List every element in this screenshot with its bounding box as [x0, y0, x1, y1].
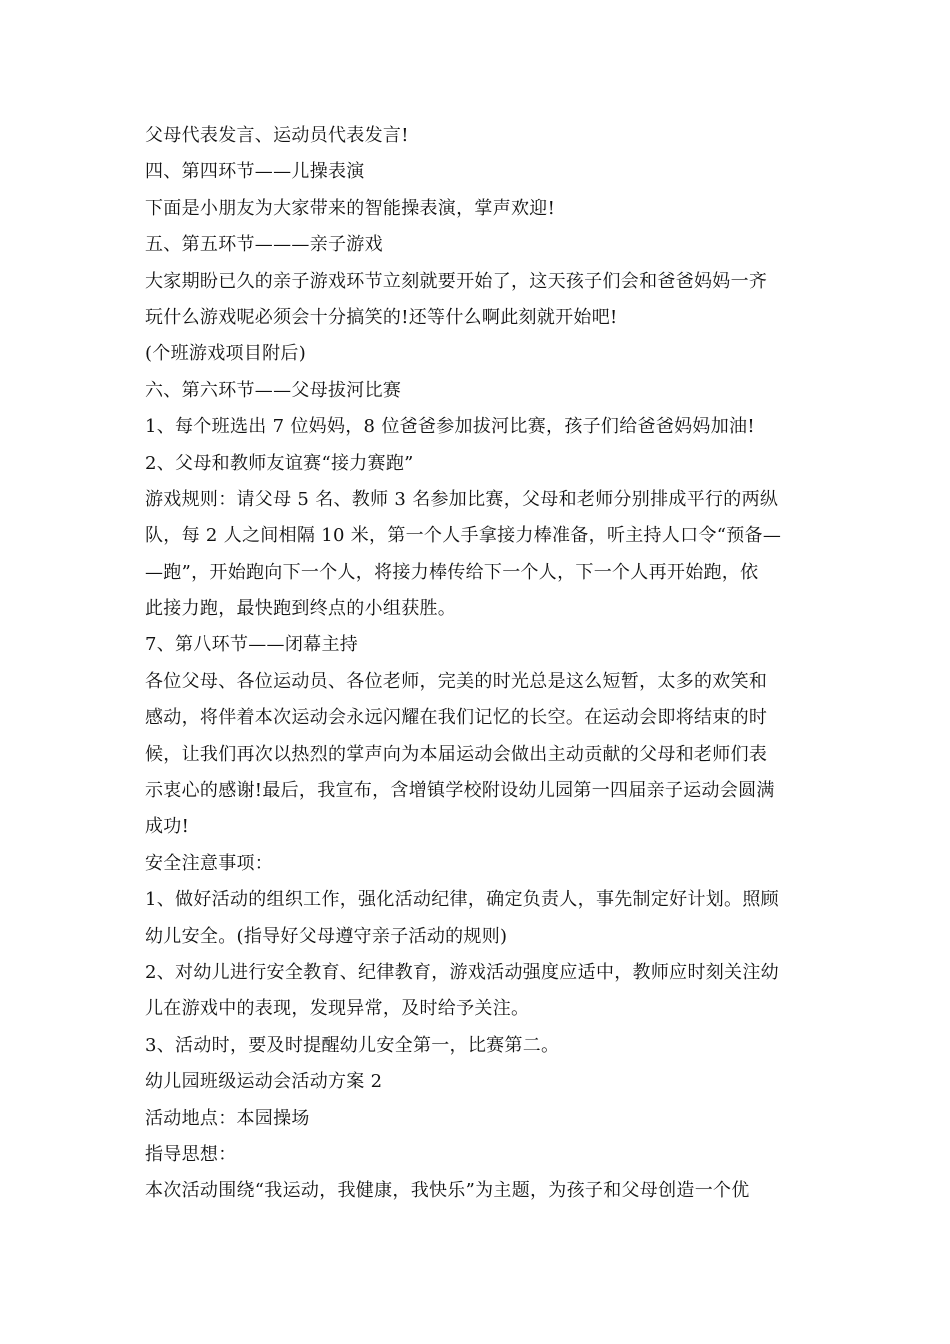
text-line: 2、对幼儿进行安全教育、纪律教育，游戏活动强度应适中，教师应时刻关注幼: [145, 961, 779, 983]
text-line: 队，每 2 人之间相隔 10 米，第一个人手拿接力棒准备，听主持人口令“预备—: [145, 525, 782, 547]
text-line: 本次活动围绕“我运动，我健康，我快乐”为主题，为孩子和父母创造一个优: [145, 1180, 750, 1202]
text-line: 3、活动时，要及时提醒幼儿安全第一，比赛第二。: [145, 1034, 560, 1056]
text-line: —跑”，开始跑向下一个人，将接力棒传给下一个人，下一个人再开始跑，依: [145, 561, 759, 583]
document-body: [145, 118, 810, 1210]
text-line: 大家期盼已久的亲子游戏环节立刻就要开始了，这天孩子们会和爸爸妈妈一齐: [145, 270, 768, 292]
section-heading: 六、第六环节——父母拔河比赛: [145, 379, 402, 401]
text-line: 感动，将伴着本次运动会永远闪耀在我们记忆的长空。在运动会即将结束的时: [145, 707, 768, 729]
section-heading: 五、第五环节———亲子游戏: [145, 234, 383, 256]
text-line: 各位父母、各位运动员、各位老师，完美的时光总是这么短暂，太多的欢笑和: [145, 670, 768, 692]
text-line: 父母代表发言、运动员代表发言!: [145, 125, 409, 146]
text-line: 候，让我们再次以热烈的掌声向为本届运动会做出主动贡献的父母和老师们表: [145, 743, 768, 765]
text-line: 幼儿安全。(指导好父母遵守亲子活动的规则): [145, 925, 508, 947]
text-line: (个班游戏项目附后): [145, 343, 307, 365]
text-line: 活动地点：本园操场: [145, 1107, 310, 1129]
text-line: 儿在游戏中的表现，发现异常，及时给予关注。: [145, 998, 530, 1020]
text-line: 玩什么游戏呢必须会十分搞笑的!还等什么啊此刻就开始吧!: [145, 306, 618, 328]
text-line: 2、父母和教师友谊赛“接力赛跑”: [145, 452, 414, 474]
text-line: 示衷心的感谢!最后，我宣布，含增镇学校附设幼儿园第一四届亲子运动会圆满: [145, 780, 775, 802]
text-line: 此接力跑，最快跑到终点的小组获胜。: [145, 598, 457, 620]
section-heading: 四、第四环节——儿操表演: [145, 161, 365, 183]
text-line: 1、每个班选出 7 位妈妈，8 位爸爸参加拔河比赛，孩子们给爸爸妈妈加油!: [145, 416, 755, 438]
section-heading: 安全注意事项：: [145, 852, 274, 874]
text-line: 成功!: [145, 816, 190, 838]
section-heading: 7、第八环节——闭幕主持: [145, 634, 359, 656]
text-line: 1、做好活动的组织工作，强化活动纪律，确定负责人，事先制定好计划。照顾: [145, 889, 779, 911]
text-line: 游戏规则：请父母 5 名、教师 3 名参加比赛，父母和老师分别排成平行的两纵: [145, 488, 779, 510]
section-heading: 指导思想：: [145, 1143, 237, 1165]
document-title: 幼儿园班级运动会活动方案 2: [145, 1071, 383, 1093]
text-line: 下面是小朋友为大家带来的智能操表演，掌声欢迎!: [145, 197, 556, 219]
